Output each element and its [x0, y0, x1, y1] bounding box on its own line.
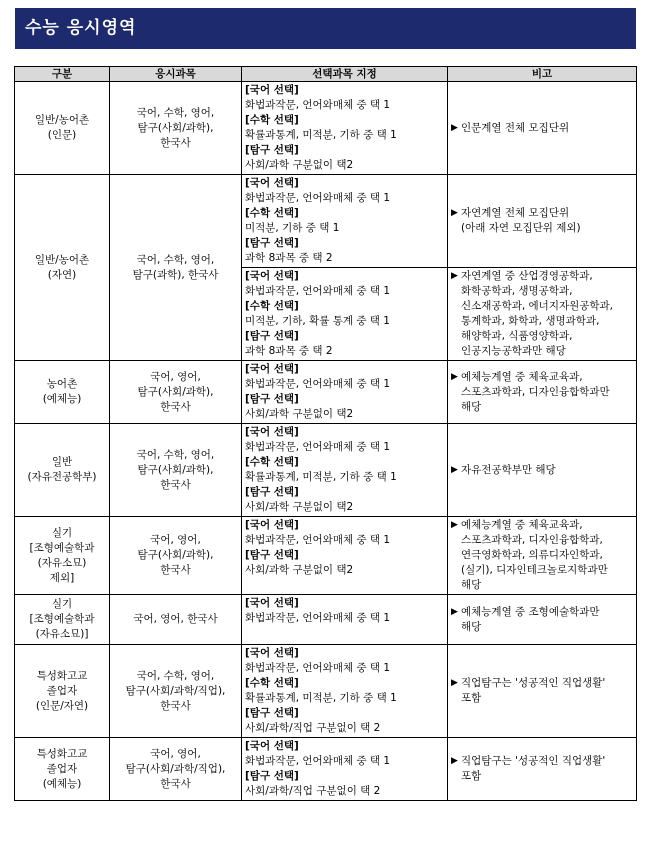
selection-body: 확률과통계, 미적분, 기하 중 택 1	[245, 129, 397, 141]
category-cell: 특성화고교 졸업자 (예체능)	[15, 738, 110, 801]
selection-heading: [국어 선택]	[245, 597, 299, 609]
selection-heading: [탐구 선택]	[245, 486, 299, 498]
category-cell: 일반/농어촌 (인문)	[15, 82, 110, 175]
category-cell: 일반/농어촌 (자연)	[15, 175, 110, 361]
header-category: 구분	[15, 67, 110, 82]
category-cell: 실기 [조형예술학과 (자유소묘) 제외]	[15, 517, 110, 595]
note-cell	[448, 645, 637, 738]
header-note: 비고	[448, 67, 637, 82]
selection-heading: [국어 선택]	[245, 740, 299, 752]
selection-body: 화법과작문, 언어와매체 중 택 1	[245, 662, 391, 674]
selection-body: 화법과작문, 언어와매체 중 택 1	[245, 441, 391, 453]
selection-heading: [수학 선택]	[245, 677, 299, 689]
selection-heading: [탐구 선택]	[245, 330, 299, 342]
selection-heading: [국어 선택]	[245, 426, 299, 438]
note-line	[451, 605, 633, 635]
selection-heading: [탐구 선택]	[245, 549, 299, 561]
selection-body: 화법과작문, 언어와매체 중 택 1	[245, 285, 391, 297]
exam-area-table	[14, 66, 637, 801]
table-row	[15, 82, 637, 175]
selection-heading: [국어 선택]	[245, 647, 299, 659]
selection-heading: [수학 선택]	[245, 207, 299, 219]
table-header-row	[15, 67, 637, 82]
header-subjects: 응시과목	[110, 67, 242, 82]
header-selection: 선택과목 지정	[242, 67, 448, 82]
selection-cell	[242, 645, 448, 738]
bullet-arrow-icon: ▶	[451, 271, 458, 281]
selection-body: 화법과작문, 언어와매체 중 택 1	[245, 755, 391, 767]
selection-body: 사회/과학/직업 구분없이 택 2	[245, 785, 381, 797]
note-line	[451, 754, 633, 784]
category-cell: 실기 [조형예술학과 (자유소묘)]	[15, 595, 110, 645]
selection-cell	[242, 175, 448, 268]
selection-body: 과학 8과목 중 택 2	[245, 345, 333, 357]
selection-heading: [수학 선택]	[245, 114, 299, 126]
table-row	[15, 175, 637, 268]
selection-body: 화법과작문, 언어와매체 중 택 1	[245, 534, 391, 546]
subjects-cell: 국어, 수학, 영어, 탐구(사회/과학), 한국사	[110, 424, 242, 517]
selection-body: 사회/과학/직업 구분없이 택 2	[245, 722, 381, 734]
bullet-arrow-icon: ▶	[451, 371, 458, 382]
subjects-cell: 국어, 영어, 한국사	[110, 595, 242, 645]
selection-cell	[242, 424, 448, 517]
selection-cell	[242, 361, 448, 424]
note-text: 예체능계열 중 조형예술학과만 해당	[461, 605, 600, 633]
note-cell	[448, 175, 637, 268]
selection-heading: [탐구 선택]	[245, 770, 299, 782]
note-cell	[448, 517, 637, 595]
note-line	[451, 370, 633, 415]
selection-body: 사회/과학 구분없이 택2	[245, 408, 354, 420]
selection-cell	[242, 268, 448, 361]
note-text: 직업탐구는 '성공적인 직업생활' 포함	[461, 677, 606, 704]
category-cell: 특성화고교 졸업자 (인문/자연)	[15, 645, 110, 738]
note-text: 예체능계열 중 체육교육과, 스포츠과학과, 디자인융합학과, 연극영화학과, 의류디자인학과, (실기), 디자인테크놀로지학과만 해당	[461, 519, 608, 591]
selection-body: 화법과작문, 언어와매체 중 택 1	[245, 612, 391, 624]
note-cell	[448, 595, 637, 645]
selection-body: 확률과통계, 미적분, 기하 중 택 1	[245, 471, 397, 483]
subjects-cell: 국어, 수학, 영어, 탐구(사회/과학/직업), 한국사	[110, 645, 242, 738]
selection-cell	[242, 82, 448, 175]
selection-heading: [탐구 선택]	[245, 237, 299, 249]
selection-body: 화법과작문, 언어와매체 중 택 1	[245, 99, 391, 111]
category-cell: 농어촌 (예체능)	[15, 361, 110, 424]
selection-cell	[242, 738, 448, 801]
bullet-arrow-icon: ▶	[451, 122, 458, 133]
selection-body: 미적분, 기하 중 택 1	[245, 222, 340, 234]
note-line	[451, 206, 633, 236]
note-cell	[448, 424, 637, 517]
note-text: 직업탐구는 '성공적인 직업생활' 포함	[461, 755, 606, 782]
subjects-cell: 국어, 영어, 탐구(사회/과학), 한국사	[110, 361, 242, 424]
selection-body: 과학 8과목 중 택 2	[245, 252, 333, 264]
bullet-arrow-icon: ▶	[451, 756, 458, 766]
selection-heading: [탐구 선택]	[245, 393, 299, 405]
selection-body: 미적분, 기하, 확률 통계 중 택 1	[245, 315, 390, 327]
selection-body: 화법과작문, 언어와매체 중 택 1	[245, 378, 391, 390]
table-row	[15, 595, 637, 645]
note-text: 자연계열 중 산업경영공학과, 화학공학과, 생명공학과, 신소재공학과, 에너지자원공학과, 통계학과, 화학과, 생명과학과, 해양학과, 식품영양학과, 인공지능공학과만 해당	[461, 270, 614, 357]
selection-heading: [국어 선택]	[245, 363, 299, 375]
selection-heading: [국어 선택]	[245, 84, 299, 96]
note-cell	[448, 361, 637, 424]
note-cell	[448, 82, 637, 175]
subjects-cell: 국어, 수학, 영어, 탐구(과학), 한국사	[110, 175, 242, 361]
table-row	[15, 738, 637, 801]
note-text: 자유전공학부만 해당	[461, 463, 556, 476]
selection-body: 사회/과학 구분없이 택2	[245, 159, 354, 171]
selection-heading: [탐구 선택]	[245, 144, 299, 156]
note-text: 자연계열 전체 모집단위 (아래 자연 모집단위 제외)	[461, 207, 581, 234]
selection-body: 사회/과학 구분없이 택2	[245, 501, 354, 513]
bullet-arrow-icon: ▶	[451, 208, 458, 218]
selection-heading: [수학 선택]	[245, 456, 299, 468]
note-line	[451, 463, 633, 478]
page-title: 수능 응시영역	[15, 8, 636, 49]
table-row	[15, 645, 637, 738]
table-row	[15, 361, 637, 424]
selection-heading: [수학 선택]	[245, 300, 299, 312]
selection-cell	[242, 595, 448, 645]
bullet-arrow-icon: ▶	[451, 464, 458, 475]
subjects-cell: 국어, 영어, 탐구(사회/과학), 한국사	[110, 517, 242, 595]
selection-body: 화법과작문, 언어와매체 중 택 1	[245, 192, 391, 204]
note-cell	[448, 738, 637, 801]
bullet-arrow-icon: ▶	[451, 678, 458, 688]
selection-heading: [국어 선택]	[245, 519, 299, 531]
subjects-cell: 국어, 영어, 탐구(사회/과학/직업), 한국사	[110, 738, 242, 801]
bullet-arrow-icon: ▶	[451, 606, 458, 617]
note-cell	[448, 268, 637, 361]
table-row	[15, 424, 637, 517]
note-text: 인문계열 전체 모집단위	[461, 121, 570, 134]
selection-cell	[242, 517, 448, 595]
note-line	[451, 269, 633, 359]
note-line	[451, 676, 633, 706]
selection-heading: [국어 선택]	[245, 270, 299, 282]
category-cell: 일반 (자유전공학부)	[15, 424, 110, 517]
selection-heading: [탐구 선택]	[245, 707, 299, 719]
note-text: 예체능계열 중 체육교육과, 스포츠과학과, 디자인융합학과만 해당	[461, 370, 610, 413]
selection-body: 사회/과학 구분없이 택2	[245, 564, 354, 576]
selection-heading: [국어 선택]	[245, 177, 299, 189]
subjects-cell: 국어, 수학, 영어, 탐구(사회/과학), 한국사	[110, 82, 242, 175]
note-line	[451, 121, 633, 136]
bullet-arrow-icon: ▶	[451, 520, 458, 530]
selection-body: 확률과통계, 미적분, 기하 중 택 1	[245, 692, 397, 704]
table-row	[15, 517, 637, 595]
note-line	[451, 518, 633, 593]
